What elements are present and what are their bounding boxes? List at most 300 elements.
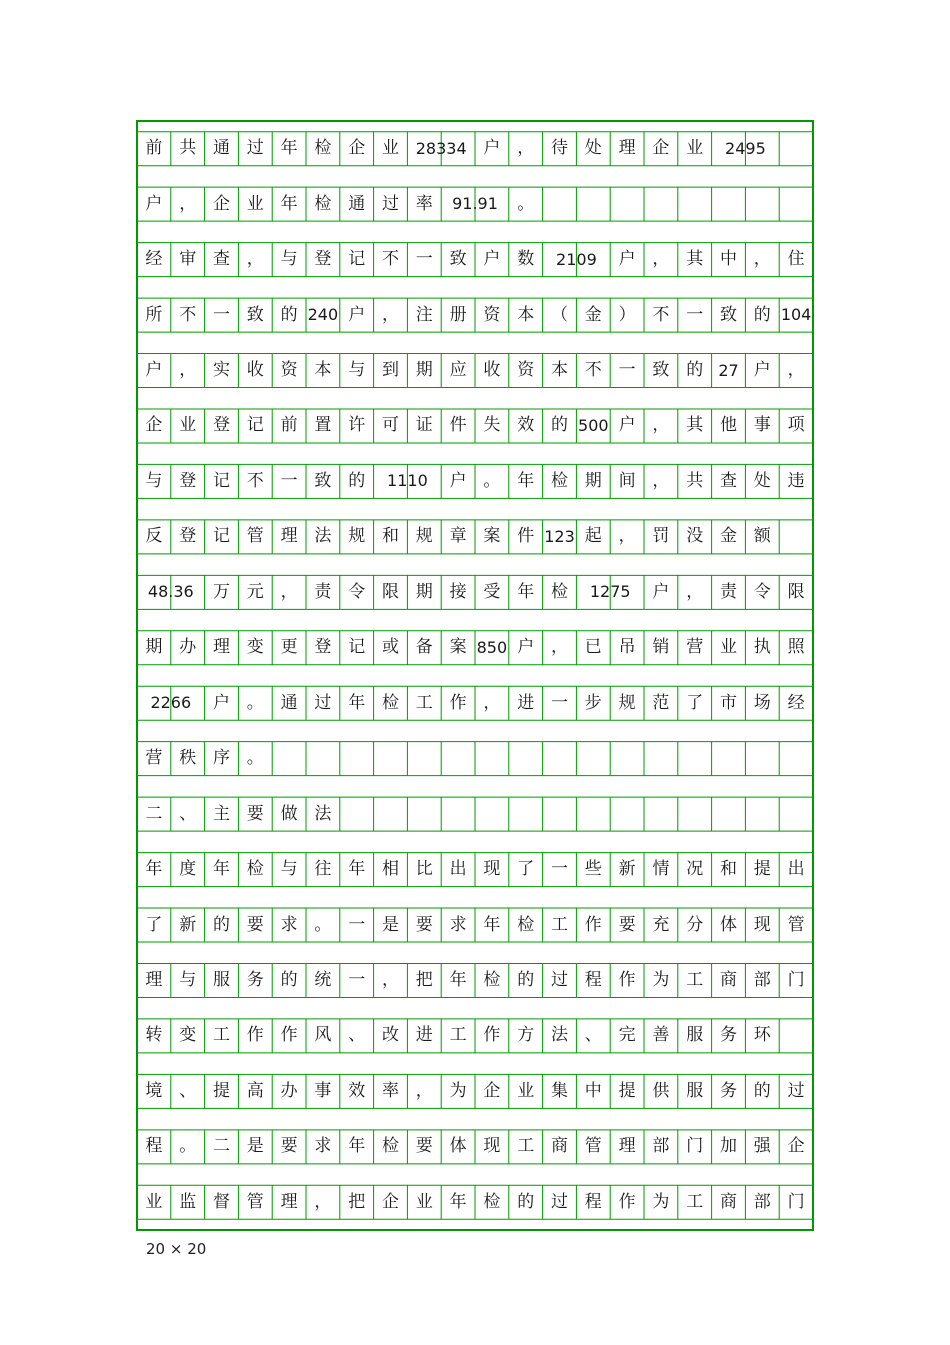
grid-char: 检	[550, 581, 568, 602]
grid-char: 作	[449, 692, 467, 713]
grid-char: 年	[517, 470, 535, 491]
grid-char: 户	[145, 360, 163, 381]
grid-char: ，	[652, 415, 670, 436]
grid-char: 充	[652, 914, 670, 935]
grid-char: 规	[618, 692, 636, 713]
grid-char: 为	[652, 1191, 670, 1212]
grid-char: 进	[415, 1025, 433, 1046]
grid-char: 限	[787, 581, 805, 602]
grid-char: 理	[280, 1191, 298, 1212]
grid-char: 的	[753, 304, 771, 325]
grid-char: 门	[787, 969, 805, 990]
grid-char: 期	[415, 360, 433, 381]
grid-char: 转	[145, 1025, 163, 1046]
grid-char: 分	[686, 914, 704, 935]
grid-char: 效	[348, 1080, 366, 1101]
grid-char: 检	[550, 470, 568, 491]
grid-char: ，	[314, 1191, 332, 1212]
grid-char: 求	[449, 914, 467, 935]
grid-char: 案	[449, 637, 467, 658]
grid-char: 执	[753, 637, 771, 658]
grid-char: 检	[517, 914, 535, 935]
grid-char: 情	[652, 859, 670, 880]
grid-char: 与	[179, 969, 197, 990]
grid-char: 资	[483, 304, 501, 325]
grid-char: 经	[145, 249, 163, 270]
grid-char: 务	[246, 969, 264, 990]
grid-char: 致	[719, 304, 737, 325]
grid-char: 企	[652, 138, 670, 159]
grid-char: 风	[314, 1025, 332, 1046]
grid-char: 新	[179, 914, 197, 935]
grid-char: 求	[314, 1136, 332, 1157]
grid-char: ，	[280, 581, 298, 602]
grid-char: 管	[787, 914, 805, 935]
grid-char: 本	[517, 304, 535, 325]
grid-char: ，	[652, 249, 670, 270]
grid-char: 理	[280, 526, 298, 547]
grid-char: 变	[179, 1025, 197, 1046]
grid-number: 850	[476, 637, 508, 657]
grid-char: 致	[652, 360, 670, 381]
grid-char: 一	[618, 360, 636, 381]
grid-char: 中	[584, 1080, 602, 1101]
grid-char: 营	[686, 637, 704, 658]
grid-number: 2495	[725, 138, 766, 158]
grid-char: 理	[145, 969, 163, 990]
grid-char: 高	[246, 1080, 264, 1101]
grid-char: 要	[415, 1136, 433, 1157]
grid-char: 数	[517, 249, 535, 270]
grid-char: 比	[415, 859, 433, 880]
grid-char: 检	[314, 138, 332, 159]
grid-char: 登	[179, 526, 197, 547]
grid-char: 与	[280, 859, 298, 880]
grid-char: 、	[179, 1080, 197, 1101]
grid-char: 到	[381, 360, 399, 381]
grid-char: 业	[415, 1191, 433, 1212]
grid-char: 变	[246, 637, 264, 658]
grid-char: 管	[584, 1136, 602, 1157]
grid-char: 致	[314, 470, 332, 491]
grid-char: 期	[145, 637, 163, 658]
grid-char: 实	[212, 360, 230, 381]
grid-char: 。	[246, 748, 264, 769]
grid-char: 业	[179, 415, 197, 436]
grid-char: 处	[584, 138, 602, 159]
grid-char: 期	[415, 581, 433, 602]
grid-number: 104	[780, 305, 812, 325]
grid-char: 年	[348, 1136, 366, 1157]
grid-char: 。	[483, 470, 501, 491]
grid-char: 企	[787, 1136, 805, 1157]
grid-number: 48.36	[147, 582, 194, 602]
grid-char: 本	[550, 360, 568, 381]
grid-char: 他	[719, 415, 737, 436]
grid-char: ，	[381, 969, 399, 990]
grid-char: 。	[517, 193, 535, 214]
grid-char: 的	[212, 914, 230, 935]
grid-char: 法	[314, 803, 332, 824]
grid-char: 一	[415, 249, 433, 270]
grid-char: 业	[381, 138, 399, 159]
grid-char: 不	[246, 470, 264, 491]
grid-char: 案	[483, 526, 501, 547]
grid-char: 照	[787, 637, 805, 658]
grid-number: 27	[718, 360, 739, 380]
grid-char: 致	[449, 249, 467, 270]
grid-char: 不	[179, 304, 197, 325]
grid-char: 供	[652, 1080, 670, 1101]
grid-char: 是	[246, 1136, 264, 1157]
grid-char: 户	[449, 470, 467, 491]
grid-char: 件	[449, 415, 467, 436]
grid-char: 年	[145, 859, 163, 880]
grid-char: 一	[686, 304, 704, 325]
grid-char: 间	[618, 470, 636, 491]
grid-char: ，	[753, 249, 771, 270]
grid-char: ，	[517, 138, 535, 159]
grid-char: 记	[212, 470, 230, 491]
grid-char: 要	[618, 914, 636, 935]
grid-char: ，	[381, 304, 399, 325]
grid-char: 工	[517, 1136, 535, 1157]
grid-char: 改	[381, 1025, 399, 1046]
grid-char: 待	[550, 138, 568, 159]
grid-char: 令	[753, 581, 771, 602]
grid-char: 理	[212, 637, 230, 658]
grid-char: 集	[550, 1080, 568, 1101]
grid-char: 的	[280, 304, 298, 325]
grid-char: 注	[415, 304, 433, 325]
grid-char: 年	[280, 138, 298, 159]
grid-char: 求	[280, 914, 298, 935]
grid-char: 记	[348, 249, 366, 270]
grid-char: 登	[314, 249, 332, 270]
grid-char: 中	[719, 249, 737, 270]
grid-char: 户	[618, 249, 636, 270]
grid-char: 销	[652, 637, 670, 658]
grid-char: 年	[517, 581, 535, 602]
grid-char: 门	[787, 1191, 805, 1212]
grid-number: 123	[544, 526, 575, 546]
grid-char: 检	[381, 1136, 399, 1157]
grid-char: 共	[179, 138, 197, 159]
grid-char: ，	[415, 1080, 433, 1101]
grid-char: 完	[618, 1025, 636, 1046]
grid-char: 要	[415, 914, 433, 935]
grid-char: 法	[314, 526, 332, 547]
grid-char: 过	[787, 1080, 805, 1101]
grid-char: ，	[179, 193, 197, 214]
grid-char: 起	[584, 526, 602, 547]
grid-char: 企	[145, 415, 163, 436]
grid-char: 为	[449, 1080, 467, 1101]
grid-char: 况	[686, 859, 704, 880]
grid-char: 效	[517, 415, 535, 436]
grid-char: 或	[381, 637, 399, 658]
grid-char: （	[550, 304, 568, 325]
grid-char: 反	[145, 526, 163, 547]
grid-char: 办	[280, 1080, 298, 1101]
grid-char: 户	[212, 692, 230, 713]
grid-char: 收	[483, 360, 501, 381]
grid-char: 、	[348, 1025, 366, 1046]
grid-char: 规	[415, 526, 433, 547]
grid-char: 万	[212, 581, 230, 602]
grid-char: 件	[517, 526, 535, 547]
grid-char: ，	[246, 249, 264, 270]
grid-char: 过	[550, 969, 568, 990]
grid-char: 的	[753, 1080, 771, 1101]
grid-char: 户	[652, 581, 670, 602]
grid-char: 通	[212, 138, 230, 159]
grid-char: 已	[584, 637, 602, 658]
grid-char: 户	[753, 360, 771, 381]
grid-char: 其	[686, 249, 704, 270]
grid-char: 新	[618, 859, 636, 880]
grid-char: 商	[719, 1191, 737, 1212]
grid-char: 、	[584, 1025, 602, 1046]
grid-char: 与	[280, 249, 298, 270]
grid-char: 范	[652, 692, 670, 713]
grid-char: 处	[753, 470, 771, 491]
grid-char: 共	[686, 470, 704, 491]
grid-char: 秩	[179, 748, 197, 769]
grid-number: 500	[578, 415, 609, 435]
grid-char: 年	[348, 859, 366, 880]
grid-char: 和	[381, 526, 399, 547]
grid-char: 程	[145, 1136, 163, 1157]
grid-char: 过	[381, 193, 399, 214]
grid-char: 登	[314, 637, 332, 658]
grid-char: 企	[381, 1191, 399, 1212]
grid-char: 市	[719, 692, 737, 713]
grid-char: ，	[483, 692, 501, 713]
grid-char: 检	[483, 969, 501, 990]
grid-char: 和	[719, 859, 737, 880]
grid-char: 的	[280, 969, 298, 990]
grid-char: 一	[348, 914, 366, 935]
grid-char: 业	[719, 637, 737, 658]
grid-char: 法	[550, 1025, 568, 1046]
grid-number: 1275	[589, 582, 631, 602]
grid-char: 违	[787, 470, 805, 491]
grid-char: 程	[584, 1191, 602, 1212]
grid-char: 不	[584, 360, 602, 381]
grid-char: 提	[212, 1080, 230, 1101]
grid-char: ，	[787, 360, 805, 381]
grid-char: 业	[246, 193, 264, 214]
grid-char: 金	[719, 526, 737, 547]
grid-char: 作	[280, 1025, 298, 1046]
grid-char: ）	[618, 304, 636, 325]
grid-char: 登	[179, 470, 197, 491]
grid-char: 前	[280, 415, 298, 436]
grid-char: 户	[618, 415, 636, 436]
grid-char: 要	[246, 803, 264, 824]
grid-char: 资	[280, 360, 298, 381]
grid-char: 部	[652, 1136, 670, 1157]
grid-char: 体	[449, 1136, 467, 1157]
grid-char: ，	[652, 470, 670, 491]
grid-char: 提	[618, 1080, 636, 1101]
grid-char: 检	[483, 1191, 501, 1212]
grid-char: 住	[787, 249, 805, 270]
grid-char: 年	[449, 1191, 467, 1212]
grid-char: 一	[550, 692, 568, 713]
grid-char: 商	[719, 969, 737, 990]
grid-char: 企	[348, 138, 366, 159]
grid-char: 册	[449, 304, 467, 325]
grid-char: 办	[179, 637, 197, 658]
grid-char: 检	[381, 692, 399, 713]
grid-char: 一	[212, 304, 230, 325]
grid-char: 相	[381, 859, 399, 880]
grid-char: 的	[550, 415, 568, 436]
grid-char: 部	[753, 969, 771, 990]
grid-char: 步	[584, 692, 602, 713]
grid-char: 所	[145, 304, 163, 325]
grid-char: 出	[449, 859, 467, 880]
grid-char: 记	[212, 526, 230, 547]
grid-char: 是	[381, 914, 399, 935]
grid-char: 度	[179, 859, 197, 880]
grid-char: ，	[179, 360, 197, 381]
grid-char: 不	[381, 249, 399, 270]
grid-char: 工	[550, 914, 568, 935]
grid-char: 户	[483, 249, 501, 270]
grid-char: 统	[314, 969, 332, 990]
grid-char: 程	[584, 969, 602, 990]
grid-char: 吊	[618, 637, 636, 658]
grid-char: 期	[584, 470, 602, 491]
grid-char: 一	[348, 969, 366, 990]
grid-number: 28334	[415, 138, 467, 158]
grid-number: 1110	[387, 471, 428, 491]
grid-char: 现	[753, 914, 771, 935]
grid-char: 受	[483, 581, 501, 602]
grid-char: 业	[145, 1191, 163, 1212]
grid-char: 的	[686, 360, 704, 381]
grid-char: 元	[246, 581, 264, 602]
grid-char: 监	[179, 1191, 197, 1212]
grid-char: 过	[550, 1191, 568, 1212]
grid-char: 场	[753, 692, 771, 713]
grid-char: 现	[483, 1136, 501, 1157]
grid-char: 二	[212, 1136, 230, 1157]
grid-char: 理	[618, 138, 636, 159]
grid-char: ，	[618, 526, 636, 547]
grid-char: 可	[381, 415, 399, 436]
grid-char: 序	[212, 748, 230, 769]
grid-char: 不	[652, 304, 670, 325]
grid-char: 作	[618, 1191, 636, 1212]
grid-char: 。	[314, 914, 332, 935]
grid-char: 主	[212, 803, 230, 824]
grid-char: 其	[686, 415, 704, 436]
grid-size-label: 20 × 20	[146, 1240, 207, 1258]
grid-char: 记	[348, 637, 366, 658]
grid-char: 项	[787, 415, 805, 436]
grid-char: 年	[348, 692, 366, 713]
grid-char: 务	[719, 1080, 737, 1101]
grid-char: 令	[348, 581, 366, 602]
grid-char: 年	[483, 914, 501, 935]
grid-char: 工	[212, 1025, 230, 1046]
grid-char: 通	[348, 193, 366, 214]
grid-char: 与	[145, 470, 163, 491]
grid-char: 资	[517, 360, 535, 381]
grid-char: 体	[719, 914, 737, 935]
grid-char: 过	[314, 692, 332, 713]
grid-char: 出	[787, 859, 805, 880]
grid-char: 善	[652, 1025, 670, 1046]
grid-char: 的	[517, 1191, 535, 1212]
grid-char: 境	[145, 1080, 163, 1101]
grid-char: 年	[449, 969, 467, 990]
grid-char: 理	[618, 1136, 636, 1157]
grid-char: ，	[550, 637, 568, 658]
grid-char: 本	[314, 360, 332, 381]
grid-char: 服	[686, 1080, 704, 1101]
grid-char: 作	[246, 1025, 264, 1046]
grid-char: 管	[246, 526, 264, 547]
grid-char: 记	[246, 415, 264, 436]
grid-char: 为	[652, 969, 670, 990]
grid-char: 方	[517, 1025, 535, 1046]
grid-char: 没	[686, 526, 704, 547]
grid-char: 商	[550, 1136, 568, 1157]
grid-number: 240	[307, 305, 339, 325]
grid-char: 门	[686, 1136, 704, 1157]
grid-char: 工	[686, 1191, 704, 1212]
grid-char: 强	[753, 1136, 771, 1157]
grid-char: 检	[246, 859, 264, 880]
grid-char: 进	[517, 692, 535, 713]
grid-char: 查	[719, 470, 737, 491]
grid-char: 企	[483, 1080, 501, 1101]
grid-char: 证	[415, 415, 433, 436]
grid-char: 了	[686, 692, 704, 713]
grid-char: 的	[517, 969, 535, 990]
grid-char: 营	[145, 748, 163, 769]
grid-char: 加	[719, 1136, 737, 1157]
grid-char: 一	[280, 470, 298, 491]
grid-char: 户	[145, 193, 163, 214]
grid-char: 责	[314, 581, 332, 602]
grid-char: 企	[212, 193, 230, 214]
grid-char: 备	[415, 637, 433, 658]
grid-char: 许	[348, 415, 366, 436]
grid-char: 作	[584, 914, 602, 935]
grid-char: 年	[212, 859, 230, 880]
grid-char: 致	[246, 304, 264, 325]
grid-char: 些	[584, 859, 602, 880]
grid-char: 收	[246, 360, 264, 381]
grid-char: 年	[280, 193, 298, 214]
grid-char: 罚	[652, 526, 670, 547]
grid-char: 户	[483, 138, 501, 159]
grid-char: 要	[280, 1136, 298, 1157]
grid-char: 现	[483, 859, 501, 880]
grid-char: 率	[381, 1080, 399, 1101]
grid-char: 前	[145, 138, 163, 159]
grid-number: 2266	[150, 693, 192, 713]
grid-char: 作	[483, 1025, 501, 1046]
grid-char: 率	[415, 193, 433, 214]
grid-char: 额	[753, 526, 771, 547]
